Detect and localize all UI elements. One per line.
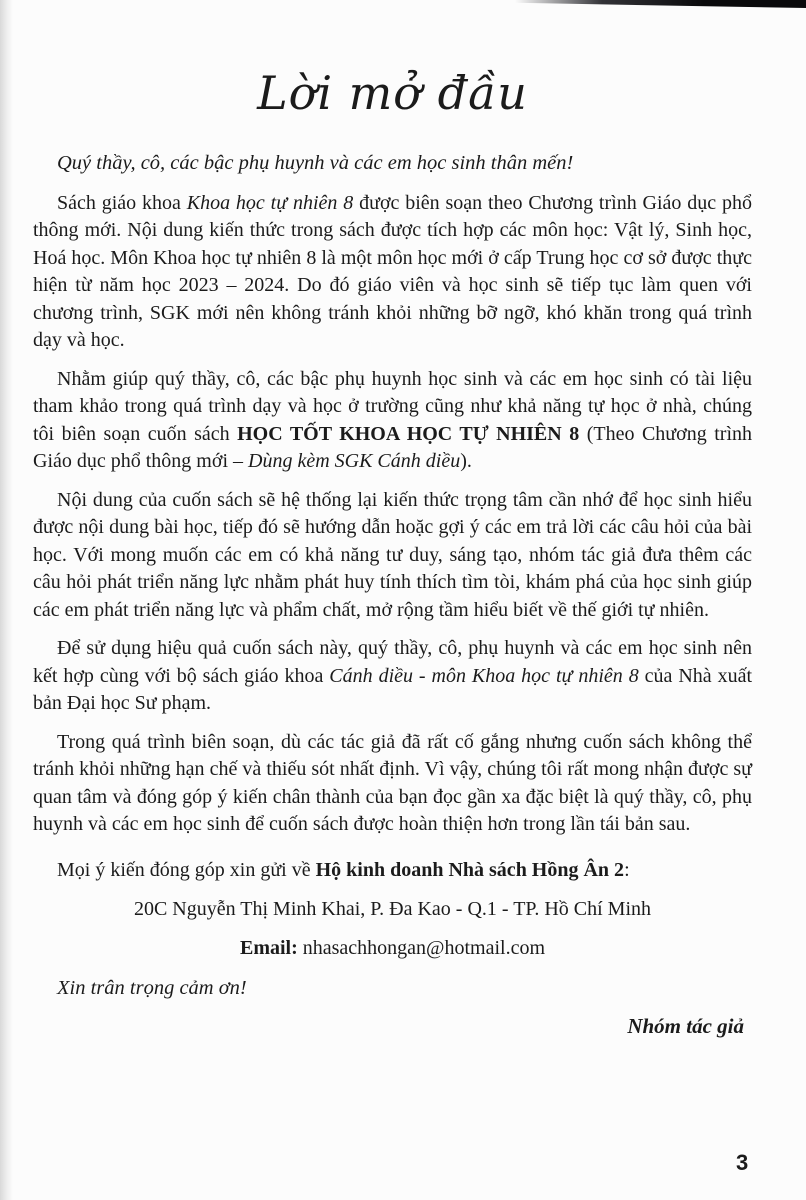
contact-colon: : xyxy=(624,858,630,881)
textbook-series-italic: Cánh diều - môn Khoa học tự nhiên 8 xyxy=(329,664,639,687)
address-line: 20C Nguyễn Thị Minh Khai, P. Đa Kao - Q.1 - TP. Hồ Chí Minh xyxy=(133,897,652,920)
paragraph-2-text: Nhằm giúp quý thầy, cô, các bậc phụ huynh học sinh và các em học sinh có tài liệu tham khảo trong quá trình dạy và học ở trường cũng như khả năng tự học ở nhà, chúng tôi biên soạn cuốn sách xyxy=(33,367,752,445)
page-title: Lời mở đầu xyxy=(257,66,528,120)
paragraph-2 xyxy=(33,366,752,476)
bookstore-name-bold: Hộ kinh doanh Nhà sách Hồng Ân 2 xyxy=(315,858,625,881)
scan-edge-left xyxy=(0,0,13,1200)
paragraph-4 xyxy=(33,635,752,718)
author-signature: Nhóm tác giả xyxy=(627,1013,744,1038)
thanks-line: Xin trân trọng cảm ơn! xyxy=(57,976,247,999)
paragraph-2-text-cont: (Theo Chương trình Giáo dục phổ thông mới – xyxy=(33,422,752,473)
paragraph-4-text: Để sử dụng hiệu quả cuốn sách này, quý thầy, cô, phụ huynh và các em học sinh nên kết hợp cùng với bộ sách giáo khoa xyxy=(33,637,752,687)
contact-intro-text: Mọi ý kiến đóng góp xin gửi về xyxy=(57,858,316,881)
paragraph-1-text: Sách giáo khoa xyxy=(57,191,187,214)
email-value: nhasachhongan@hotmail.com xyxy=(297,936,546,959)
paragraph-5: Trong quá trình biên soạn, dù các tác giả đã rất cố gắng nhưng cuốn sách không thể tránh khỏi những hạn chế và thiếu sót nhất định. Vì vậy, chúng tôi rất mong nhận được sự quan tâm và đóng góp ý kiến chân thành của bạn đọc gần xa đặc biệt là quý thầy, cô, phụ huynh và các em học sinh để cuốn sách được hoàn thiện hơn trong lần tái bản sau. xyxy=(33,730,752,836)
paragraph-3: Nội dung của cuốn sách sẽ hệ thống lại kiến thức trọng tâm cần nhớ để học sinh hiểu được nội dung bài học, tiếp đó sẽ hướng dẫn hoặc gợi ý các em trả lời các câu hỏi của bài học. Với mong muốn các em có khả năng tư duy, sáng tạo, nhóm tác giả đưa thêm các câu hỏi phát triển năng lực nhằm phát huy tính thích tìm tòi, khám phá của học sinh giúp các em phát triển năng lực và phẩm chất, mở rộng tầm hiểu biết về thế giới tự nhiên. xyxy=(33,488,752,621)
paragraph-4-text-end: của Nhà xuất bản Đại học Sư phạm. xyxy=(33,664,753,715)
book-name-italic: Khoa học tự nhiên 8 xyxy=(186,191,354,214)
email-line xyxy=(33,935,752,962)
contact-line xyxy=(33,857,752,884)
paragraph-1-text-cont: được biên soạn theo Chương trình Giáo dục phổ thông mới. Nội dung kiến thức trong sách được tích hợp các môn học: Vật lý, Sinh học, Hoá học. Môn Khoa học tự nhiên 8 là một môn học mới ở cấp Trung học cơ sở được thực hiện từ năm học 2023 – 2024. Do đó giáo viên và học sinh sẽ tiếp tục làm quen với chương trình, SGK mới nên không tránh khỏi những bỡ ngỡ, khó khăn trong quá trình dạy và học. xyxy=(33,191,752,352)
sgk-note-italic: Dùng kèm SGK Cánh diều xyxy=(248,450,461,473)
text-column xyxy=(33,0,752,1040)
greeting-text: Quý thầy, cô, các bậc phụ huynh và các em học sinh thân mến! xyxy=(57,151,574,174)
paragraph-2-text-end: ). xyxy=(460,450,472,473)
workbook-title-bold: HỌC TỐT KHOA HỌC TỰ NHIÊN 8 xyxy=(237,422,580,445)
email-label: Email: xyxy=(239,936,298,959)
page-number: 3 xyxy=(736,1150,749,1175)
paragraph-1 xyxy=(33,190,752,355)
